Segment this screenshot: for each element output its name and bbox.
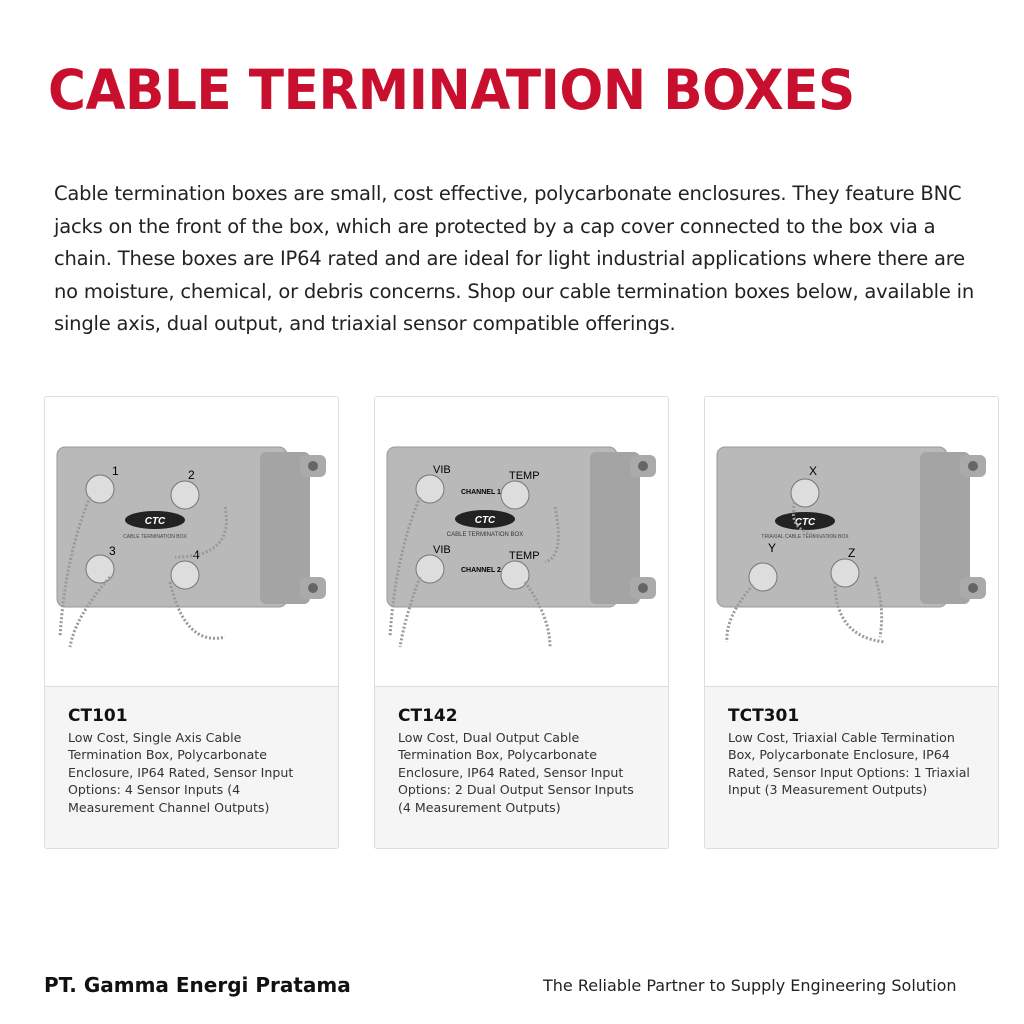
page-title: CABLE TERMINATION BOXES — [48, 58, 855, 122]
svg-text:TEMP: TEMP — [509, 470, 540, 482]
svg-text:CTC: CTC — [144, 516, 166, 527]
product-card-ct142[interactable] — [374, 396, 669, 849]
product-card-tct301[interactable] — [704, 396, 999, 849]
product-card-ct101[interactable] — [44, 396, 339, 849]
product-description: Low Cost, Single Axis Cable Termination Box, Polycarbonate Enclosure, IP64 Rated, Sensor Input Options: 4 Sensor Inputs (4 Measurement Channel Outputs) — [68, 730, 294, 815]
product-image[interactable] — [45, 397, 338, 687]
svg-text:Y: Y — [768, 541, 777, 555]
company-name: PT. Gamma Energi Pratama — [44, 973, 351, 997]
svg-text:3: 3 — [109, 544, 116, 558]
svg-text:CHANNEL 2: CHANNEL 2 — [461, 567, 501, 574]
svg-text:1: 1 — [112, 464, 119, 478]
svg-text:X: X — [809, 464, 818, 478]
svg-text:2: 2 — [188, 468, 195, 482]
svg-text:4: 4 — [193, 548, 200, 562]
svg-text:VIB: VIB — [433, 464, 451, 476]
svg-text:TEMP: TEMP — [509, 550, 540, 562]
svg-text:TRIAXIAL CABLE TERMINATION BOX: TRIAXIAL CABLE TERMINATION BOX — [761, 534, 849, 540]
product-image[interactable] — [705, 397, 998, 687]
product-name[interactable]: TCT301 — [728, 706, 800, 726]
product-description: Low Cost, Dual Output Cable Termination Box, Polycarbonate Enclosure, IP64 Rated, Sensor Input Options: 2 Dual Output Sensor Inputs (4 Measurement Outputs) — [398, 730, 634, 815]
svg-text:CABLE TERMINATION BOX: CABLE TERMINATION BOX — [446, 532, 524, 538]
intro-paragraph: Cable termination boxes are small, cost effective, polycarbonate enclosures. They feature BNC jacks on the front of the box, which are protected by a cap cover connected to the box via a chain. These boxes are IP64 rated and are ideal for light industrial applications where there are no moisture, chemical, or debris concerns. Shop our cable termination boxes below, available in single axis, dual output, and triaxial sensor compatible offerings. — [54, 182, 975, 336]
company-tagline: The Reliable Partner to Supply Engineering Solution — [543, 976, 957, 995]
svg-text:CABLE TERMINATION BOX: CABLE TERMINATION BOX — [123, 534, 187, 540]
product-name[interactable]: CT142 — [398, 706, 458, 726]
product-image[interactable] — [375, 397, 668, 687]
svg-text:CTC: CTC — [794, 517, 816, 528]
svg-text:VIB: VIB — [433, 544, 451, 556]
svg-text:CHANNEL 1: CHANNEL 1 — [461, 489, 501, 496]
product-name[interactable]: CT101 — [68, 706, 128, 726]
svg-text:CTC: CTC — [474, 515, 496, 526]
svg-text:Z: Z — [848, 546, 856, 560]
product-description: Low Cost, Triaxial Cable Termination Box, Polycarbonate Enclosure, IP64 Rated, Sensor Input Options: 1 Triaxial Input (3 Measurement Outputs) — [728, 730, 970, 798]
